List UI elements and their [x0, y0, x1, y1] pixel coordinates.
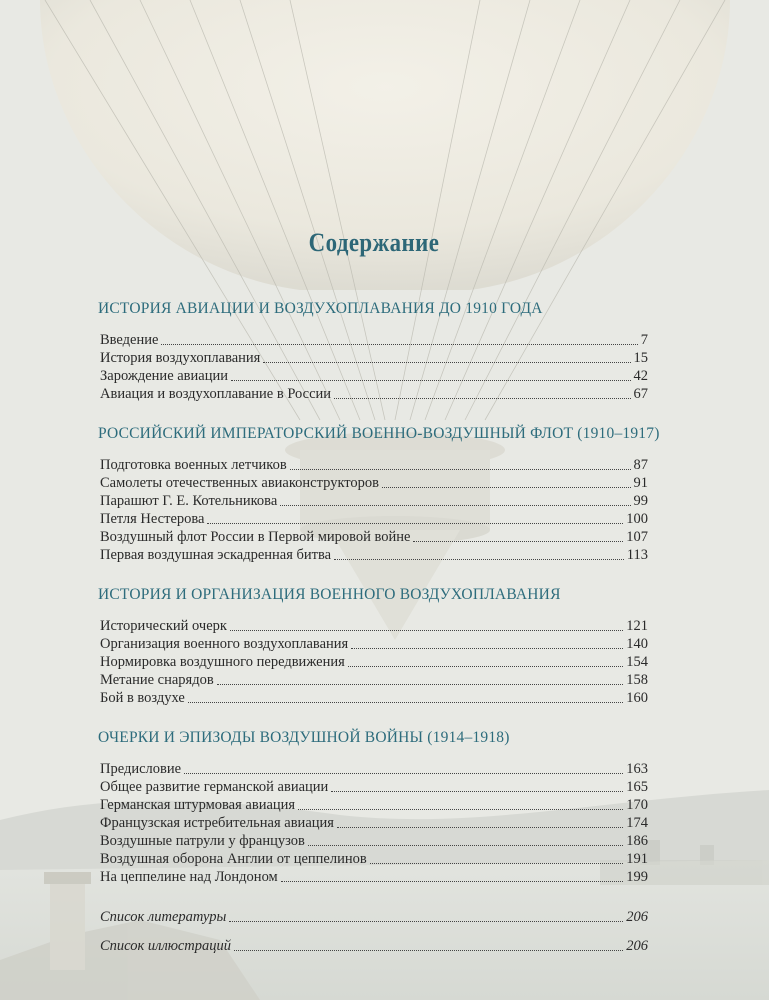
leader-dots	[290, 468, 631, 470]
toc-entry[interactable]	[100, 778, 648, 796]
leader-dots	[334, 558, 624, 560]
toc-entry[interactable]	[100, 367, 648, 385]
leader-dots	[351, 647, 623, 649]
entry-page: 121	[626, 618, 648, 634]
toc-entry[interactable]	[100, 796, 648, 814]
leader-dots	[334, 397, 630, 399]
leader-dots	[207, 522, 623, 524]
leader-dots	[413, 540, 623, 542]
entry-page: 160	[626, 690, 648, 706]
entry-label: Зарождение авиации	[100, 368, 229, 384]
entry-label: Предисловие	[100, 761, 182, 777]
entry-page: 170	[626, 797, 648, 813]
toc-entry[interactable]	[100, 474, 648, 492]
entry-page: 100	[626, 511, 648, 527]
toc-entry[interactable]	[100, 331, 648, 349]
leader-dots	[298, 808, 623, 810]
toc-entry[interactable]	[100, 635, 648, 653]
entry-page: 140	[626, 636, 648, 652]
section-heading: ИСТОРИЯ И ОРГАНИЗАЦИЯ ВОЕННОГО ВОЗДУХОПЛАВАНИЯ	[98, 586, 561, 603]
leader-dots	[230, 629, 623, 631]
entry-page: 7	[640, 332, 648, 348]
leader-dots	[281, 880, 624, 882]
page-title: Содержание	[308, 228, 440, 257]
entry-page: 91	[633, 475, 648, 491]
leader-dots	[280, 504, 630, 506]
section-heading: РОССИЙСКИЙ ИМПЕРАТОРСКИЙ ВОЕННО-ВОЗДУШНЫЙ ФЛОТ (1910–1917)	[98, 425, 660, 442]
entry-label: Петля Нестерова	[100, 511, 205, 527]
toc-entry[interactable]	[100, 671, 648, 689]
entry-page: 158	[626, 672, 648, 688]
entry-label: Нормировка воздушного передвижения	[100, 654, 345, 670]
toc-entry[interactable]	[100, 868, 648, 886]
leader-dots	[370, 862, 624, 864]
entry-page: 186	[626, 833, 648, 849]
leader-dots	[188, 701, 623, 703]
entry-label: Французская истребительная авиация	[100, 815, 334, 831]
entry-page: 113	[626, 547, 648, 563]
section-heading: ОЧЕРКИ И ЭПИЗОДЫ ВОЗДУШНОЙ ВОЙНЫ (1914–1918)	[98, 729, 510, 746]
entry-label: Список литературы	[100, 909, 227, 925]
toc-entry-bibliography[interactable]	[100, 908, 648, 926]
entry-label: Общее развитие германской авиации	[100, 779, 329, 795]
entry-label: Германская штурмовая авиация	[100, 797, 296, 813]
toc-entry[interactable]	[100, 492, 648, 510]
toc-entry[interactable]	[100, 528, 648, 546]
entry-page: 206	[626, 938, 648, 954]
toc-entry[interactable]	[100, 850, 648, 868]
entry-label: Парашют Г. Е. Котельникова	[100, 493, 278, 509]
entry-page: 199	[626, 869, 648, 885]
entry-label: Авиация и воздухоплавание в России	[100, 386, 332, 402]
entry-page: 15	[633, 350, 648, 366]
toc-entry[interactable]	[100, 510, 648, 528]
toc-entry[interactable]	[100, 349, 648, 367]
leader-dots	[348, 665, 623, 667]
leader-dots	[263, 361, 630, 363]
entry-label: История воздухоплавания	[100, 350, 261, 366]
toc-entry[interactable]	[100, 653, 648, 671]
toc-entry-illustrations[interactable]	[100, 937, 648, 955]
entry-label: На цеппелине над Лондоном	[100, 869, 278, 885]
toc-entry[interactable]	[100, 456, 648, 474]
entry-page: 206	[626, 909, 648, 925]
toc-section-2	[98, 425, 660, 564]
entry-page: 163	[626, 761, 648, 777]
entry-label: Бой в воздухе	[100, 690, 185, 706]
entry-label: Воздушный флот России в Первой мировой войне	[100, 529, 411, 545]
entry-label: Подготовка военных летчиков	[100, 457, 287, 473]
entry-page: 87	[633, 457, 648, 473]
leader-dots	[217, 683, 624, 685]
toc-entry[interactable]	[100, 832, 648, 850]
entry-label: Организация военного воздухоплавания	[100, 636, 349, 652]
entry-label: Воздушные патрули у французов	[100, 833, 305, 849]
toc-section-1	[100, 300, 648, 403]
entry-label: Самолеты отечественных авиаконструкторов	[100, 475, 380, 491]
entry-page: 191	[626, 851, 648, 867]
entry-label: Список иллюстраций	[100, 938, 231, 954]
toc-extras	[100, 908, 648, 955]
leader-dots	[308, 844, 623, 846]
entry-label: Исторический очерк	[100, 618, 227, 634]
toc-entry[interactable]	[100, 760, 648, 778]
toc-entry[interactable]	[100, 546, 648, 564]
entry-label: Метание снарядов	[100, 672, 214, 688]
leader-dots	[184, 772, 623, 774]
leader-dots	[161, 343, 637, 345]
section-heading: ИСТОРИЯ АВИАЦИИ И ВОЗДУХОПЛАВАНИЯ ДО 1910 ГОДА	[98, 300, 543, 317]
toc-entry[interactable]	[100, 689, 648, 707]
entry-label: Воздушная оборона Англии от цеппелинов	[100, 851, 367, 867]
entry-page: 174	[626, 815, 648, 831]
toc-entry[interactable]	[100, 814, 648, 832]
entry-page: 99	[633, 493, 648, 509]
entry-page: 42	[633, 368, 648, 384]
toc-section-4	[100, 729, 648, 886]
leader-dots	[331, 790, 623, 792]
toc-entry[interactable]	[100, 617, 648, 635]
leader-dots	[231, 379, 630, 381]
entry-page: 165	[626, 779, 648, 795]
entry-label: Введение	[100, 332, 159, 348]
entry-page: 154	[626, 654, 648, 670]
table-of-contents	[98, 228, 660, 966]
toc-section-3	[100, 586, 648, 707]
entry-label: Первая воздушная эскадренная битва	[100, 547, 332, 563]
entry-page: 107	[626, 529, 648, 545]
leader-dots	[382, 486, 630, 488]
entry-page: 67	[633, 386, 648, 402]
toc-entry[interactable]	[100, 385, 648, 403]
leader-dots	[337, 826, 623, 828]
leader-dots	[229, 920, 623, 922]
leader-dots	[234, 949, 623, 951]
